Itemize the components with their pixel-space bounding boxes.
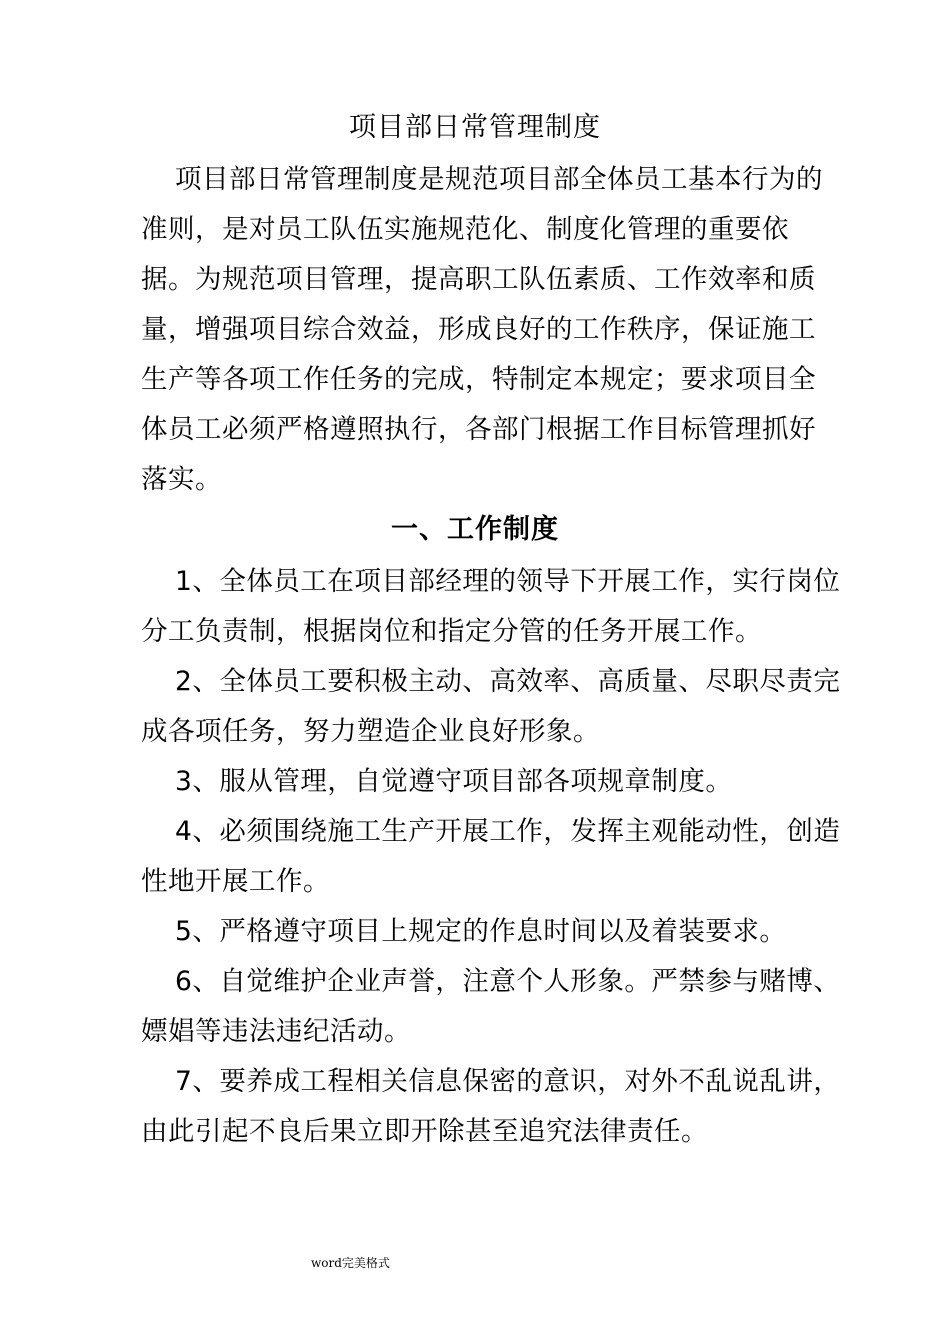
footer-watermark-text: word完美格式: [311, 1256, 390, 1270]
rule-item-6: 6、自觉维护企业声誉，注意个人形象。严禁参与赌博、嫖娼等违法违纪活动。: [141, 966, 841, 1047]
section-title: 一、工作制度: [391, 514, 559, 545]
rule-item-2: 2、全体员工要积极主动、高效率、高质量、尽职尽责完成各项任务，努力塑造企业良好形象。: [141, 666, 841, 747]
rule-item-3: 3、服从管理，自觉遵守项目部各项规章制度。: [175, 766, 733, 797]
rule-item-4: 4、必须围绕施工生产开展工作，发挥主观能动性，创造性地开展工作。: [141, 816, 841, 897]
intro-paragraph: 项目部日常管理制度是规范项目部全体员工基本行为的准则，是对员工队伍实施规范化、制度化管理的重要依据。为规范项目管理，提高职工队伍素质、工作效率和质量，增强项目综合效益，形成良好的工作秩序，保证施工生产等各项工作任务的完成，特制定本规定；要求项目全体员工必须严格遵照执行，各部门根据工作目标管理抓好落实。: [141, 164, 823, 495]
rule-item-7: 7、要养成工程相关信息保密的意识，对外不乱说乱讲，由此引起不良后果立即开除甚至追究法律责任。: [141, 1066, 841, 1147]
rule-item-1: 1、全体员工在项目部经理的领导下开展工作，实行岗位分工负责制，根据岗位和指定分管的任务开展工作。: [141, 566, 841, 647]
rule-item-5: 5、严格遵守项目上规定的作息时间以及着装要求。: [175, 916, 787, 947]
document-title: 项目部日常管理制度: [349, 112, 601, 143]
